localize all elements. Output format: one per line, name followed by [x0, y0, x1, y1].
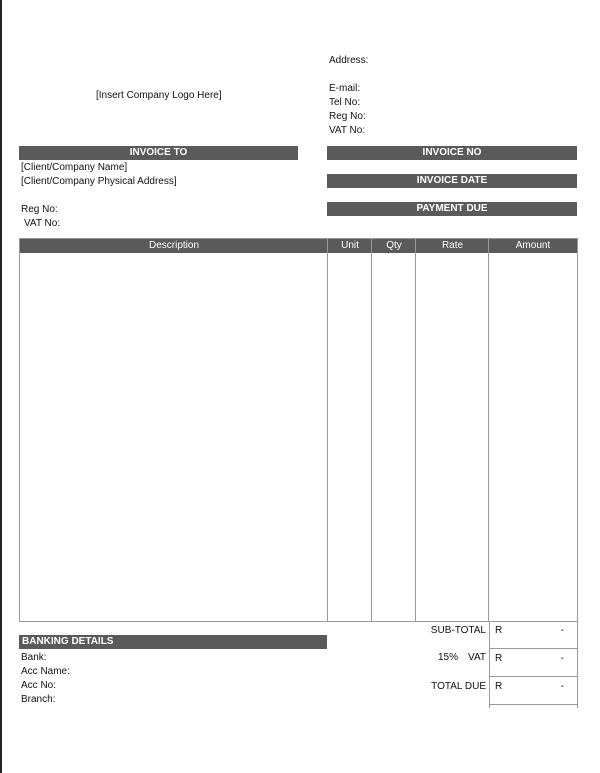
col-amount-header: Amount	[515, 240, 551, 251]
bank-label: Bank:	[21, 652, 47, 663]
total-due-cell	[489, 677, 578, 705]
company-vat-label: VAT No:	[329, 125, 366, 136]
client-reg-label: Reg No:	[21, 204, 58, 215]
invoice-to-header: INVOICE TO	[19, 146, 298, 160]
vat-currency: R	[495, 653, 503, 664]
client-address: [Client/Company Physical Address]	[21, 176, 177, 187]
company-email-label: E-mail:	[329, 83, 361, 94]
subtotal-value: -	[560, 625, 564, 636]
vat-value: -	[560, 653, 564, 664]
vat-cell	[489, 649, 578, 677]
col-divider	[415, 239, 416, 621]
invoice-date-header: INVOICE DATE	[327, 174, 577, 188]
vat-label: VAT	[468, 652, 486, 663]
col-qty-header: Qty	[386, 240, 402, 251]
company-address-label: Address:	[329, 55, 369, 66]
banking-details-header: BANKING DETAILS	[19, 635, 327, 649]
company-reg-label: Reg No:	[329, 111, 366, 122]
col-divider	[327, 239, 328, 621]
col-divider	[488, 239, 489, 621]
col-unit-header: Unit	[341, 240, 359, 251]
total-due-label: TOTAL DUE	[431, 681, 486, 692]
total-due-currency: R	[495, 681, 503, 692]
table-header-row	[20, 239, 577, 253]
company-tel-label: Tel No:	[329, 97, 361, 108]
subtotal-cell	[489, 621, 578, 649]
branch-label: Branch:	[21, 694, 56, 705]
page-edge	[0, 0, 2, 773]
subtotal-label: SUB-TOTAL	[430, 625, 486, 636]
col-divider	[371, 239, 372, 621]
company-logo-placeholder: [Insert Company Logo Here]	[96, 90, 222, 101]
col-description-header: Description	[148, 240, 200, 251]
acc-name-label: Acc Name:	[21, 666, 70, 677]
line-items-table	[19, 238, 578, 622]
acc-no-label: Acc No:	[21, 680, 57, 691]
vat-rate: 15%	[438, 652, 459, 663]
invoice-no-header: INVOICE NO	[327, 146, 577, 160]
total-due-value: -	[560, 681, 564, 692]
subtotal-currency: R	[495, 625, 503, 636]
payment-due-header: PAYMENT DUE	[327, 202, 577, 216]
client-name: [Client/Company Name]	[21, 162, 128, 173]
col-rate-header: Rate	[441, 240, 464, 251]
client-vat-label: VAT No:	[24, 218, 61, 229]
